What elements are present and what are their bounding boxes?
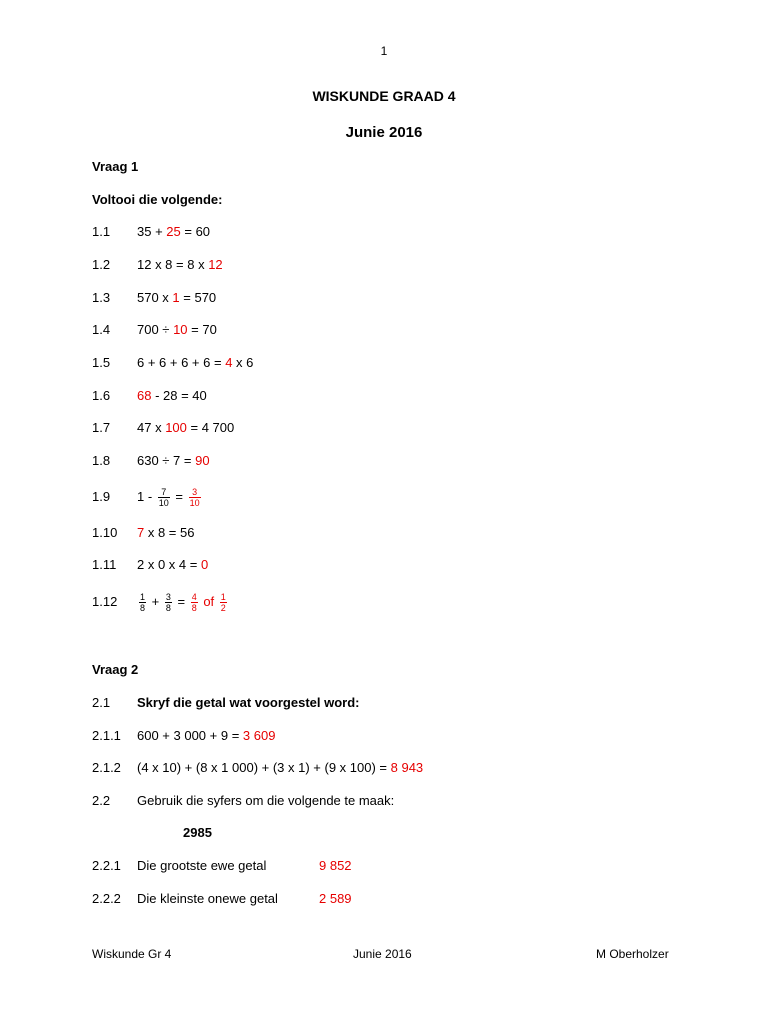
answer-fraction <box>191 592 198 613</box>
answer: 12 <box>208 257 223 272</box>
item-number: 1.4 <box>92 322 111 337</box>
expression-part: (4 x 10) + (8 x 1 000) + (3 x 1) + (9 x 100) = <box>137 760 391 775</box>
item-row <box>0 354 768 372</box>
item-number: 2.1 <box>92 695 111 710</box>
item-expression <box>137 727 275 745</box>
item-expression <box>137 452 210 470</box>
expression-part: 6 + 6 + 6 + 6 = <box>137 355 226 370</box>
item-number: 2.2.2 <box>92 891 121 906</box>
answer: 25 <box>166 224 181 239</box>
expression-part: 600 + 3 000 + 9 = <box>137 728 243 743</box>
item-expression <box>137 387 207 405</box>
item-row <box>0 759 768 777</box>
expression-part: 700 ÷ <box>137 322 174 337</box>
item-expression <box>137 556 208 574</box>
item-number: 1.3 <box>92 290 111 305</box>
item-row <box>0 556 768 574</box>
question-1-heading: Vraag 1 <box>92 159 139 174</box>
question-2-heading: Vraag 2 <box>92 662 139 677</box>
answer: 90 <box>195 453 210 468</box>
denominator: 2 <box>220 603 226 614</box>
equals-sign: = <box>173 594 189 609</box>
answer: 2 589 <box>319 891 352 906</box>
item-expression <box>137 223 210 241</box>
answer: 3 609 <box>242 728 276 743</box>
item-number: 2.2 <box>92 793 111 808</box>
numerator: 7 <box>158 487 170 498</box>
item-number: 2.1.2 <box>92 760 121 775</box>
item-number: 1.6 <box>92 388 111 403</box>
answer-fraction <box>220 592 227 613</box>
answer: 0 <box>200 557 209 572</box>
footer-center: Junie 2016 <box>353 947 412 961</box>
item-number: 1.5 <box>92 355 111 370</box>
item-expression <box>137 321 217 339</box>
item-row <box>0 857 768 875</box>
fraction <box>139 592 146 613</box>
footer-left: Wiskunde Gr 4 <box>92 947 172 961</box>
item-row <box>0 387 768 405</box>
expression-part: 12 x 8 = 8 x <box>137 257 209 272</box>
item-instruction: Gebruik die syfers om die volgende te maak: <box>137 793 395 808</box>
plus-sign: + <box>148 594 163 609</box>
denominator: 8 <box>191 603 197 614</box>
expression-part: = 70 <box>187 322 217 337</box>
fraction <box>165 592 172 613</box>
answer: 1 <box>172 290 180 305</box>
answer-fraction <box>189 487 201 508</box>
item-number: 2.1.1 <box>92 728 121 743</box>
item-row <box>0 452 768 470</box>
expression-part: 2 x 0 x 4 = <box>137 557 201 572</box>
answer: 7 <box>137 525 145 540</box>
expression-part: 35 + <box>137 224 167 239</box>
numerator: 3 <box>165 592 171 603</box>
item-expression <box>137 256 223 274</box>
equals-sign: = <box>171 489 187 504</box>
answer: 100 <box>165 420 187 435</box>
item-row <box>0 694 768 712</box>
item-number: 1.7 <box>92 420 111 435</box>
denominator: 8 <box>140 603 146 614</box>
item-row <box>0 727 768 745</box>
page-number: 1 <box>380 44 388 58</box>
item-expression <box>137 289 216 307</box>
question-1-instruction: Voltooi die volgende: <box>92 192 223 207</box>
item-row <box>0 587 768 617</box>
item-expression <box>137 587 229 617</box>
answer: 4 <box>225 355 233 370</box>
item-text: Die grootste ewe getal <box>137 858 267 873</box>
item-number: 1.2 <box>92 257 111 272</box>
item-expression <box>137 524 194 542</box>
expression-part: x 8 = 56 <box>144 525 195 540</box>
denominator: 10 <box>158 498 169 509</box>
item-number: 1.8 <box>92 453 111 468</box>
expression-part: 570 x <box>137 290 173 305</box>
item-row <box>0 890 768 908</box>
item-row <box>0 289 768 307</box>
expression-part: - 28 = 40 <box>151 388 207 403</box>
item-number: 1.1 <box>92 224 111 239</box>
item-expression <box>137 759 423 777</box>
item-row <box>0 256 768 274</box>
item-expression <box>137 354 253 372</box>
answer: 8 943 <box>390 760 424 775</box>
item-row <box>0 792 768 810</box>
numerator: 1 <box>220 592 226 603</box>
expression-part: 47 x <box>137 420 166 435</box>
denominator: 10 <box>189 498 200 509</box>
item-expression <box>137 419 234 437</box>
digits-label: 2985 <box>183 825 212 840</box>
item-row <box>0 524 768 542</box>
answer: 68 <box>137 388 152 403</box>
answer: 10 <box>173 322 188 337</box>
answer: 9 852 <box>319 858 352 873</box>
document-subtitle: Junie 2016 <box>345 124 423 141</box>
expression-part: = 570 <box>179 290 217 305</box>
numerator: 4 <box>191 592 197 603</box>
item-instruction: Skryf die getal wat voorgestel word: <box>137 695 360 710</box>
expression-part: 630 ÷ 7 = <box>137 453 196 468</box>
expression-part: = 4 700 <box>186 420 235 435</box>
item-number: 1.10 <box>92 525 118 540</box>
item-number: 1.12 <box>92 594 118 609</box>
item-row <box>0 419 768 437</box>
item-row <box>0 321 768 339</box>
numerator: 1 <box>140 592 146 603</box>
item-number: 1.11 <box>92 557 117 572</box>
footer-right: M Oberholzer <box>596 947 669 961</box>
item-number: 2.2.1 <box>92 858 121 873</box>
expression-part: 1 - <box>137 489 156 504</box>
expression-part: x 6 <box>232 355 254 370</box>
item-number: 1.9 <box>92 489 111 504</box>
item-row <box>0 482 768 512</box>
item-text: Die kleinste onewe getal <box>137 891 278 906</box>
expression-part: = 60 <box>180 224 211 239</box>
fraction <box>158 487 170 508</box>
answer-connector: of <box>199 594 218 609</box>
denominator: 8 <box>165 603 171 614</box>
document-title: WISKUNDE GRAAD 4 <box>312 88 456 104</box>
numerator: 3 <box>189 487 201 498</box>
item-row <box>0 223 768 241</box>
item-expression <box>137 482 203 512</box>
